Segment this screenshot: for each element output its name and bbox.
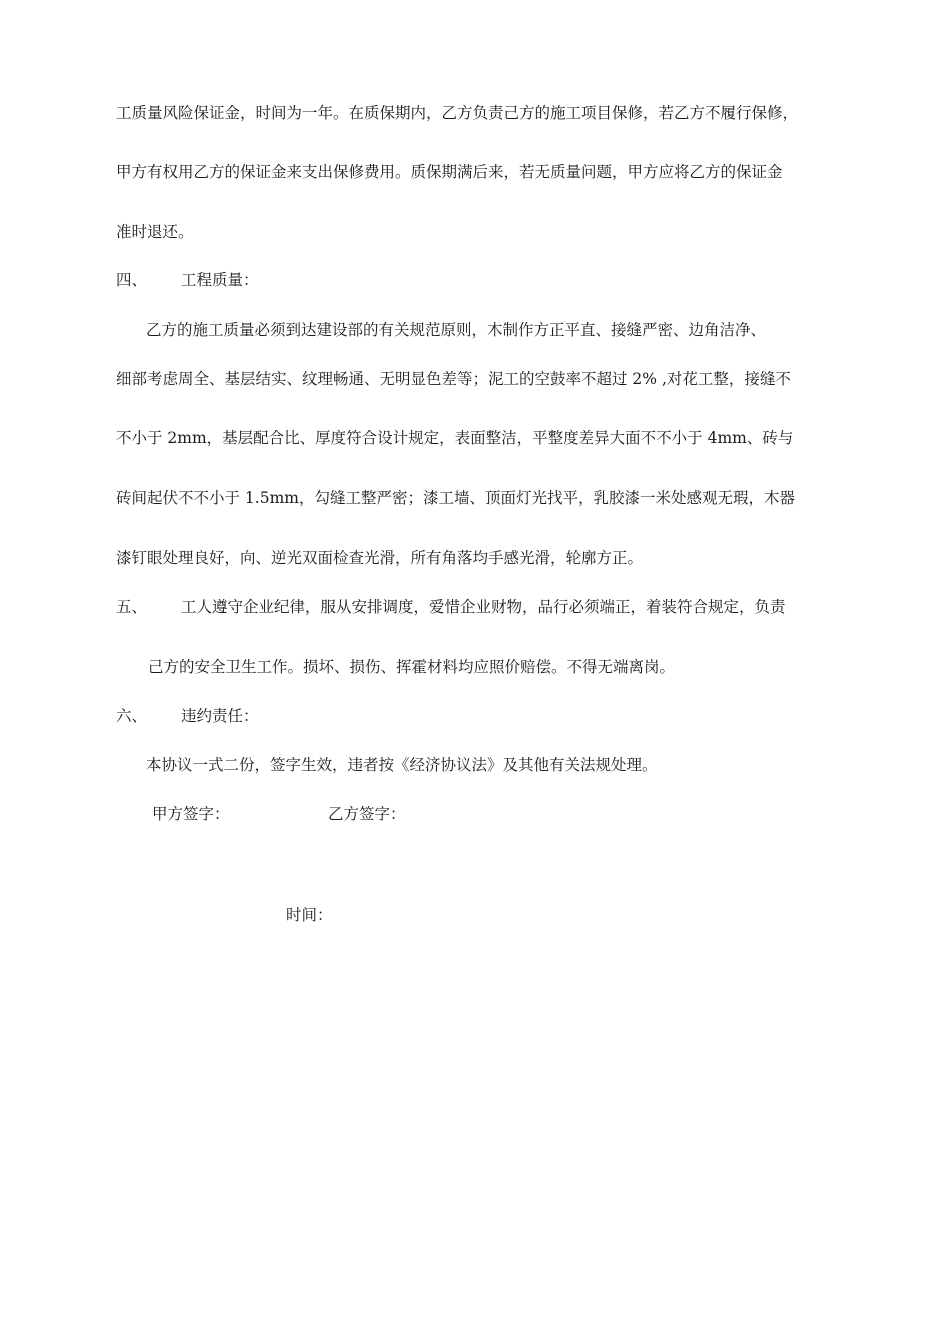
warranty-line-3: 准时退还。 — [116, 223, 194, 241]
quality-line-1: 乙方的施工质量必须到达建设部的有关规范原则，木制作方正平直、接缝严密、边角洁净、 — [146, 321, 767, 339]
section-5-line-1: 工人遵守企业纪律，服从安排调度，爱惜企业财物，品行必须端正，着装符合规定，负责 — [181, 598, 786, 616]
section-4-title: 工程质量： — [181, 271, 259, 289]
section-5-number: 五、 — [116, 598, 148, 616]
quality-line-5: 漆钉眼处理良好，向、逆光双面检查光滑，所有角落均手感光滑，轮廓方正。 — [116, 549, 644, 567]
party-b-signature-label: 乙方签字： — [328, 805, 406, 823]
time-label: 时间： — [286, 906, 333, 924]
section-6-number: 六、 — [116, 707, 148, 725]
quality-line-2: 细部考虑周全、基层结实、纹理畅通、无明显色差等；泥工的空鼓率不超过 2% ,对花工整，接缝不 — [116, 370, 791, 388]
section-6-body: 本协议一式二份，签字生效，违者按《经济协议法》及其他有关法规处理。 — [146, 756, 658, 774]
section-4-number: 四、 — [116, 271, 148, 289]
section-5-line-2: 己方的安全卫生工作。损坏、损伤、挥霍材料均应照价赔偿。不得无端离岗。 — [148, 658, 676, 676]
quality-line-3: 不小于 2mm，基层配合比、厚度符合设计规定，表面整洁，平整度差异大面不不小于 4mm、砖与 — [116, 429, 794, 447]
section-6-title: 违约责任： — [181, 707, 259, 725]
warranty-line-2: 甲方有权用乙方的保证金来支出保修费用。质保期满后来，若无质量问题，甲方应将乙方的保证金 — [116, 163, 783, 181]
warranty-line-1: 工质量风险保证金，时间为一年。在质保期内，乙方负责己方的施工项目保修，若乙方不履行保修， — [116, 104, 799, 122]
quality-line-4: 砖间起伏不不小于 1.5mm，勾缝工整严密；漆工墙、顶面灯光找平，乳胶漆一米处感观无瑕，木器 — [116, 489, 795, 507]
party-a-signature-label: 甲方签字： — [152, 805, 230, 823]
